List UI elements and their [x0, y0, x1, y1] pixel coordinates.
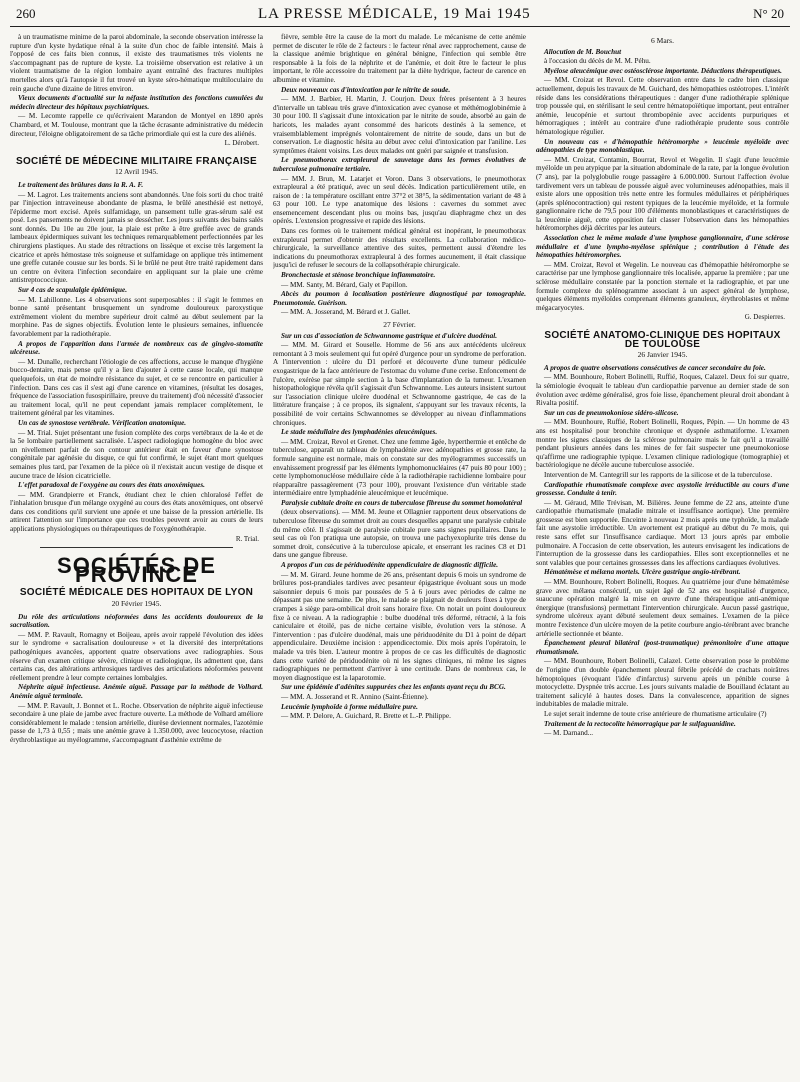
paragraph: — MM. Grandpierre et Franck, étudiant chez le chien chloralosé l'effet de l'inhalation brusque d'un mélange oxygéné au cours des états anoxémiques, ont observé dans ces conditions qu'il survient une apnée et une baisse de la pression artérielle. Ils attirent l'attention sur l'importance que ces troubles peuvent avoir au cours de leurs applications physiologiques ou thérapeutiques de l'oxygénothérapie. — [10, 490, 263, 534]
paragraph: — MM. Bounhoure, Robert Bolinelli, Calazel. Cette observation pose le problème de l'origine d'un double épanchement pleural fébrile précédé de crachats noirâtres hémoptoïques (évoquant l'idée d'infarctus) survenu après un pénible course à motocyclette. Dyspnée très accrue. Les jours suivants maladie de Bouillaud éclatant au traitement salicylé à hautes doses. Dans la convalescence, apparition de signes indubitables de maladie mitrale. — [536, 657, 789, 709]
paragraph: — M. Dunalle, recherchant l'étiologie de ces affections, accuse le manque d'hygiène bucco-dentaire, mais pense qu'il y a lieu d'ajouter à cette cause locale, qui manque quelquefois, un état de moindre résistance du sujet, et ce se rencontre en particulier à l'infection. Dans ces cas il s'est agi d'une carence en vitamines, (résultat les dosages, fréquence de l'association fusospirillaire, preuve du traitement) d'où nécessité d'associer au traitement local, qu'il ne peut cependant jamais remplacer complètement, le traitement général par les vitamines. — [10, 357, 263, 418]
paragraph: à l'occasion du décès de M. M. Péhu. — [544, 57, 651, 66]
article-title: Leucémie lymphoïde à forme médullaire pure. — [281, 702, 418, 711]
article-title: Paralysie cubitale droite en cours de tuberculose fibreuse du sommet homolatéral — [281, 498, 523, 507]
paragraph: Le sujet serait indemne de toute crise antérieure de rhumatisme articulaire (?) — [544, 709, 767, 718]
article-title: Sur une épidémie d'adénites suppurées chez les enfants ayant reçu du BCG. — [281, 683, 506, 692]
columns — [10, 33, 790, 1082]
paragraph: — MM. Croizat, Contamin, Bourrat, Revol et Wegelin. Il s'agit d'une leucémie myéloïde un peu atypique par la situation abdominale de la rate, par la longue évolution (7 ans), par la polyglobulie rouge passagère à 6.000.000. Surtout l'affection évolue tardivement vers un tableau de poussée aiguë avec volumineuses adénopathies, mais il existe alors une opposition très nette entre les formules médullaires et périphériques (après splénocontraction) qui restent typiques de la leucémie myéloïde, et la formule ganglionnaire riche de 79,5 pour 100 d'éléments monoblastiques et caractéristiques de la leucémie aiguë, cette opposition fait classer l'observation dans les hémopathies hétéromorphes déjà décrites par les auteurs. — [536, 155, 789, 233]
paragraph: — MM. Bounhoure, Robert Bolinelli, Ruffié, Roques, Calazel. Deux foi sur quatre, la sémiologie évoquait le tableau d'un cardiopathie parvenue au dernier stade de son évolution avec œdème généralisé, gros foie lisse, épanchement pleural droit abondant à Rivalta positif. — [536, 373, 789, 408]
article-title: Un nouveau cas « d'hémopathie hétéromorphe » leucémie myéloïde avec adénopathies de type monoblastique. — [536, 137, 789, 155]
paragraph: — MM. Bounhoure, Ruffié, Robert Bolinelli, Roques, Pépin. — Un homme de 43 ans est hospitalisé pour bronchite chronique et dyspnée asthmatiforme. L'examen montre les signes classiques de la sclérose pulmonaire mais le fait qu'il a travaillé pendant plusieurs années dans les mines de fer fait suspecter une pneumokoniose qu'affirme une radiographie typique. L'examen clinique radiologique (tomographie) et bactériologique ne décèle aucune tuberculose associée. — [536, 418, 789, 470]
paragraph: — M. M. Girard. Jeune homme de 26 ans, présentant depuis 6 mois un syndrome de brûlures post-prandiales tardives avec pesanteur épigastrique évoluant sous un mode saisonnier depuis 6 mois par poussées de 5 à 6 jours avec périodes de calme ne dépassant pas une semaine. De plus, le malade se plaignait de douleurs fixes à type de crampes à siège para-ombilical droit sans horaire fixe. On notait un point douloureux fixe à ce niveau. A la radiographie : bulbe duodénal très déformé, rétracté, à la fois caniculaire et étoilé, pas de niche certaine visible, évolution vers la sténose. A l'intervention : pas d'ulcère duodénal, mais une périduodénite du D1 à point de départ appendiculaire. Deuxième incision : appendicectomie. Dix mois après l'opératoin, le malade va très bien. L'auteur montre à propos de ce cas les difficultés de diagnostic dans cette variété de périduodénite où ni les signes cliniques, ni même les signes radiographiques ne permettent d'arriver à une certitude. Dans de nombreux cas, le moyen diagnostique est la laparotomie. — [273, 570, 526, 682]
paragraph: — M. Lagrot. Les traitements anciens sont abandonnés. Une fois sorti du choc traité par l'injection intraveineuse abondante de plasma, le brûlé anesthésié est nettoyé, l'épiderme mort excisé. Après sulfamidage, un pansement tulle gras-sérum salé est posé. Les pansements ne doivent jamais se dessécher. Les jours suivants des bains salés sont donnés. Du 10e au 20e jour, la plaie est prête à être greffée avec de grands lambeaux épidermiques suivant les techniques remarquablement perfectionnées par les chirurgiens plastiques. Au stade des rétractions on lissèque et excise très largement la cicatrice et après hémostase très soigneuse et sulfamidage on applique très intimement une greffe cutanée cousue sur les bords. Si le brûlé ne peut être traité rapidement dans un centre on évitera l'infection secondaire en appliquant sur la plaie une crème antistreptococcique. — [10, 190, 263, 285]
paragraph: — M. Darnand... — [544, 729, 594, 738]
article-title: Traitement de la rectocolite hémorragique par le sulfaguanidine. — [544, 719, 736, 728]
article-title: Néphrite aiguë infectieuse. Anémie aiguë. Passage par la méthode de Volhard. Anémie aiguë terminale. — [10, 683, 263, 700]
page-number-left: 260 — [16, 6, 36, 21]
paragraph: — M. Géraud, Mlle Trévisan, M. Bilières. Jeune femme de 22 ans, atteinte d'une cardiopathie rhumatismale (maladie mitrale et insuffisance aortique). Une première grossesse est bien supportée. Enceinte à nouveau 2 mois après une typhoïde, la malade fait une asystolie irréductible. Un avortement est pratiqué au début du 7e mois, qui reste sans effet sur l'insuffisance cardiaque. Mort 13 jours après par embolie pulmonaire. A l'occasion de cette observation, les auteurs envisagent les indications de l'interruption de la grossesse dans les cardiopathies. Elles sont exceptionnelles et ne sont valables que pour certaines grossesses dans les affections cardiaques évolutives. — [536, 498, 789, 567]
session-date: 27 Février. — [383, 320, 416, 329]
section-heading: SOCIÉTÉ MÉDICALE DES HOPITAUX DE LYON — [19, 587, 254, 599]
paragraph: — MM. A. Josserand, M. Bérard et J. Gallet. — [281, 308, 411, 317]
paragraph: — MM. J. Barbier, H. Martin, J. Courjon. Deux frères présentent à 3 heures d'intervalle un tableau très grave d'intoxication avec cyanose et méthémoglobinémie à 30 pour 100. Il s'agissait d'une intoxication par le nitrite de soude, absorbé au gain de haricots, les malades ayant consommé des haricots destinés à la semence, et vraisemblablement imprégnés volontairement de nitrite de soude, dans un but de conservation. Le diagnostic hésita au début avec celui d'intoxication par l'aniline. Les symptômes étaient voisins. Les deux malades ont guéri par saignée et transfusion. — [273, 95, 526, 155]
section-banner: SOCIÉTÉS DE PROVINCE — [57, 553, 216, 587]
article-title: Association chez le même malade d'une lymphose ganglionnaire, d'une sclérose médullaire et d'une lympho-myélose splénique ; contribution à l'étude des hémopathies hétéromorphes. — [536, 234, 789, 260]
signature: G. Despierres. — [744, 313, 785, 322]
paragraph: Dans ces formes où le traitement médical général est inopérant, le pneumothorax extrapleural permet d'obtenir des résultats excellents. La collaboration médico-chirurgicale, la surveillance attentive des suites, permettent aussi d'étendre les indications du pneumothorax extrapleural à des formes aucunement, il était classique jusqu'ici de refuser le secours de la collapsothérapie chirurgicale. — [273, 227, 526, 270]
article-title: Myélose aleucémique avec ostéosclérose importante. Déductions thérapeutiques. — [544, 66, 782, 75]
article-title: Vieux documents d'actualité sur la néfaste institution des fonctions cumulées du médecin directeur des hôpitaux psychiatriques. — [10, 94, 263, 111]
paragraph: — MM. M. Girard et Souselle. Homme de 56 ans aux antécédents ulcéreux remontant à 3 mois seulement qui fut opéré d'urgence pour un syndrome de perforation. A l'intervention : ulcère du D1 perforé et découverte d'une tumeur pédiculée exogastrique de la face antérieure de l'estomac du volume d'une cerise. Enfoncement de l'ulcère, exérèse par simple section à la base d'implantation de la tumeur. L'examen histopathologique révéla qu'il s'agissait d'un Schwannome. Les auteurs insistent surtout sur l'association clinique ulcère duodénal et Schwannome gastrique, 4e cas de la littérature française ; à ce propos, ils signalent, s'appuyant sur les travaux récents, la possibilité de voir certains Schwannomes se développer au niveau d'inflammations chroniques. — [273, 341, 526, 427]
article-title: A propos de quatre observations consécutives de cancer secondaire du foie. — [544, 363, 766, 372]
article-title: Le traitement des brûlures dans la R. A. F. — [18, 180, 144, 189]
session-date: 26 Janvier 1945. — [637, 350, 688, 360]
paragraph: — M. Trial. Sujet présentant une fusion complète des corps vertébraux de la 4e et de la 5e lombaire partiellement sacralisée. L'aspect radiologique homogène du bloc avec un nivellement parfait de son contour antérieur était en faveur d'une synostose congénitale par agénésie du disque, ce qui fut confirmé, le sujet étant mort quelques semaines plus tard, par l'examen de la pièce où il n'existait aucun vestige de disque et aucune trace de lésion cicatricielle. — [10, 428, 263, 480]
article-title: Cardiopathie rhumatismale complexe avec asystolie irréductible au cours d'une grossesse. Conduite à tenir. — [536, 480, 789, 498]
session-date: 12 Avril 1945. — [115, 167, 158, 177]
column-1 — [10, 33, 263, 1082]
issue-number: N° 20 — [753, 6, 784, 21]
paragraph: — MM. Croizat, Revol et Wegelin. Le nouveau cas d'hémopathie hétéromorphe se caractérise par une lymphose ganglionnaire très localisée, apparue la première ; par une sclérose médullaire constatée par la ponction sternale et la radiographie, et par une formule complexe du splénogramme associant à un aspect général de lymphose, quelques éléments myéloïdes comprenant éléments granuleux, érythroblastes et même mégacaryocytes. — [536, 260, 789, 312]
section-heading: SOCIÉTÉ ANATOMO-CLINIQUE DES HOPITAUX DE TOULOUSE — [544, 330, 781, 350]
paragraph: — MM. P. Delore, A. Guichard, R. Brette et L.-P. Philippe. — [281, 712, 451, 721]
article-title: Hématémèse et mélæna mortels. Ulcère gastrique angio-térébrant. — [544, 568, 741, 577]
column-3 — [536, 33, 789, 1082]
column-2 — [273, 33, 526, 1082]
session-date: 6 Mars. — [651, 36, 674, 45]
article-title: A propos d'un cas de périduodénite appendiculaire de diagnostic difficile. — [281, 561, 499, 570]
article-title: Du rôle des articulations néoformées dans les accidents douloureux de la sacralisation. — [10, 612, 263, 630]
article-title: Le pneumothorax extrapleural de sauvetage dans les formes évolutives de tuberculose pulmonaire tertiaire. — [273, 156, 526, 173]
paragraph: — MM. P. Ravault, Romagny et Boijeau, après avoir rappelé l'évolution des idées sur le syndrome « sacralisation douloureuse » et la diversité des interprétations pathogéniques avancées, apportent quatre observations avec radiographies. Sous réserve d'un examen critique sévère, clinique et radiologique, ils admettent que, dans certains cas, des altérations arthrosiques tardives des articulations néoformées peuvent réellement prendre à leur compte certaines lombalgies. — [10, 630, 263, 682]
paragraph: Intervention de M. Cantegrill sur les rapports de la silicose et de la tuberculose. — [544, 470, 773, 479]
divider — [40, 547, 233, 548]
paragraph: — MM. Croizat et Revol. Cette observation entre dans le cadre bien classique actuellement, depuis les travaux de M. Guichard, des hémopathies ostéotropes. L'intérêt réside dans les considérations thérapeutiques : danger d'une radiothérapie splénique trop poussée qui, en stérilisant le seul centre hématopoïétique important, peut entraîner anémie, leucopénie et surtout thrombopénie avec accidents purpuriques et hémorragiques ; intérêt au contraire d'une radiothérapie prudente sous contrôle hématologique régulier. — [536, 76, 789, 136]
paragraph: — MM. Santy, M. Bérard, Galy et Papillon. — [281, 280, 408, 289]
journal-title: LA PRESSE MÉDICALE, 19 Mai 1945 — [257, 6, 531, 22]
section-heading: SOCIÉTÉ DE MÉDECINE MILITAIRE FRANÇAISE — [16, 155, 257, 167]
article-title: Allocution de M. Bouchut — [544, 47, 622, 56]
article-title: Épanchement pleural bilatéral (post-traumatique) prémonitoire d'une attaque rhumatismale. — [536, 639, 789, 656]
article-title: Un cas de synostose vertébrale. Vérification anatomique. — [18, 418, 187, 427]
article-title: Bronchectasie et sténose bronchique inflammatoire. — [281, 271, 436, 280]
paragraph: — M. Lahillonne. Les 4 observations sont superposables : il s'agit le femmes en bonne santé présentant brusquement un syndrome douloureux paroxystique extrêmement violent du membre supérieur droit calmé au début seulement par la morphine. Pas de signes objectifs. Évolution lente le plusieurs semaines, influencée favorablement par la radiothérapie. — [10, 295, 263, 338]
signature: L. Dérobert. — [224, 139, 259, 148]
paragraph: fièvre, semble être la cause de la mort du malade. Le mécanisme de cette anémie permet de discuter le rôle de 2 facteurs : le facteur rénal avec rapprochement, cause de la classique anémie brightique en général bénigne, l'infection qui semble être responsable à la fois de la néphrite et de l'anémie, et doit être le facteur le plus important, le rôle accessoire du traitement par la diète hydrique, facteur de carence en albumine et vitamine. — [273, 33, 526, 84]
article-title: Sur 4 cas de scapulalgie épidémique. — [18, 286, 128, 295]
article-title: Le stade médullaire des lymphadénies aleucémiques. — [281, 428, 438, 437]
paragraph: — MM. Bounhoure, Robert Bolinelli, Roques. Au quatrième jour d'une hématémèse grave avec mélæna consécutif, un sujet âgé de 52 ans est hospitalisé d'urgence, suaucune opération malgré la mise en œuvre d'une thérapeutique anti-anémique énergique (transfusions) permettant l'intervention chirurgicale. Aucun passé gastrique, syndrome ulcéreux ayant débuté seulement deux semaines. L'examen de la pièce montre l'existence d'un ulcère moyen de la petite courbure angio-térébrant avec branche artérielle sectionnée et béante. — [536, 578, 789, 638]
paragraph: — M. Lecomte rappelle ce qu'écrivaient Marandon de Montyel en 1890 après Chambard, et M. Toulouse, montrant que la tâche écrasante administrative du médecin directeur, l'éloigne obligatoirement de sa tâche primordiale qui est la cure des aliénés. — [10, 112, 263, 138]
paragraph: — MM. P. Ravault, J. Bonnet et L. Roche. Observation de néphrite aiguë infectieuse secondaire à une plaie de jambe avec fracture ouverte. La méthode de Volhard améliore considérablement le malade : tension artérielle, diurèse deviennent normales, l'azotémie passe de 1,73 à 0,55 ; mais une anémie grave à 1.350.000, avec leucocytose, réaction érythroblastique au myélogramme, s'accompagnant d'asthénie extrême de — [10, 701, 263, 744]
article-title: Sur un cas d'association de Schwannome gastrique et d'ulcère duodénal. — [281, 331, 498, 340]
page-header — [10, 6, 790, 27]
article-title: Abcès du poumon à localisation postérieure diagnostiqué par tomographie. Pneumotomie. Guérison. — [273, 290, 526, 307]
article-title: A propos de l'apparition dans l'armée de nombreux cas de gingivo-stomatite ulcéreuse. — [10, 339, 263, 357]
article-title: Deux nouveaux cas d'intoxication par le nitrite de soude. — [281, 85, 451, 94]
paragraph: — MM. J. Brun, M. Latarjet et Voron. Dans 3 observations, le pneumothorax extrapleural a été pratiqué, avec un seul décès. Indication particulièrement utile, en raison de : la température oscillant entre 37°2 et 38°5, la sédimentation variant de 48 à 63 pour 100. Le type anatomique des lésions : cavernes du sommet avec ensemencement descendant plus ou moins bas, jusqu'au diaphragme chez un des opérés. L'extension progressive et rapide des lésions. — [273, 174, 526, 226]
session-date: 20 Février 1945. — [111, 599, 162, 609]
paragraph: à un traumatisme minime de la paroi abdominale, la seconde observation intéresse la rupture d'un kyste hydatique rénal à la suite d'un choc de faible intensité. Mais à l'opposé de ces faits bien connus, il existe des traumatismes très violents ne s'accompagnant pas de rupture de kyste. La troisième observation est relative à un violent traumatisme de la région lombaire ayant entraîné des fractures multiples mortelles alors qu'à l'autopsie il fut trouvé un kyste séro-hématique multiloculaire du rein gauche d'une dizaine de litres environ. — [10, 33, 263, 93]
signature: R. Trial. — [235, 534, 259, 543]
article-title: L'effet paradoxal de l'oxygène au cours des états anoxémiques. — [18, 481, 205, 490]
article-title: Sur un cas de pneumokoniose sidéro-silicose. — [544, 408, 679, 417]
paragraph: — MM. Croizat, Revol et Grenet. Chez une femme âgée, hyperthermie et entêche de tuberculose, apparaît un tableau de lymphadénie avec adénopathies et grosse rate, la formule sanguine est normale, mais on constate sur des myélogrammes successifs un envahissement progressif par les éléments lymphomonucléaires (47 puis 80 pour 100) ; cette lymphomonucléose médullaire cède à la radiothérapie rachidienne lombaire pour réapparaître passagèrement (73 pour 100), prouvant l'existence d'un véritable stade intermédiaire entre lymphadénie aleucémique et leucémique. — [273, 437, 526, 498]
paragraph: (deux observations). — MM. M. Jeune et Ollagnier rapportent deux observations de tuberculose fibreuse du sommet droit au cours desquelles apparut une paralysie cubitale du même côté. Il s'agissait de paralysie cubitale pure sans signes pupillaires. Dans le seul cas où l'on pratiqua une autopsie, on trouva une pachyexoplurite très dense du sommet droit, consécutive à la tuberculose apicale, et enserrant les racines C8 et D1 dans une gangue fibreuse. — [273, 508, 526, 560]
paragraph: — MM. A. Josserand et R. Annino (Saint-Étienne). — [281, 692, 429, 701]
